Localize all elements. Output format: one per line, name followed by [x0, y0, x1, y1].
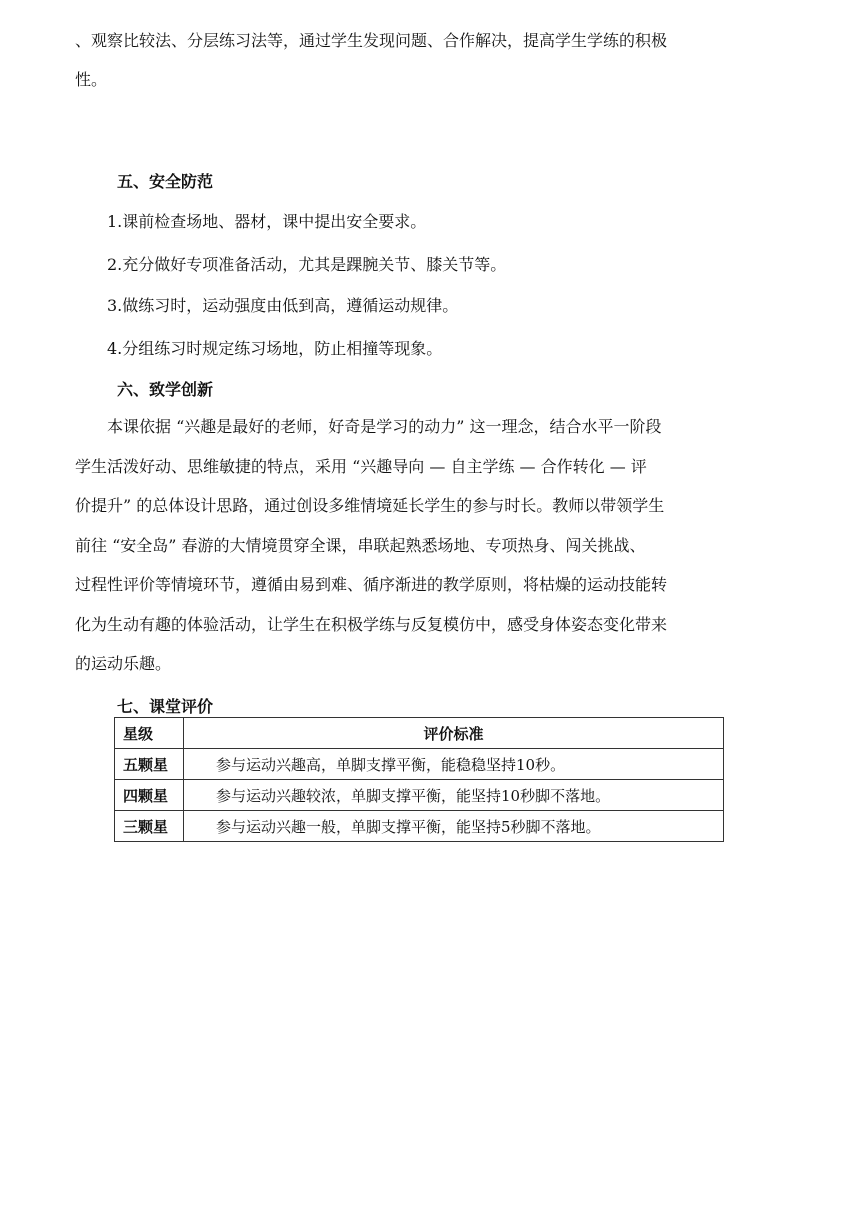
row-criteria: 参与运动兴趣较浓，单脚支撑平衡，能坚持10秒脚不落地。	[184, 780, 724, 811]
safety-item-1: 1.课前检查场地、器材，课中提出安全要求。	[107, 212, 427, 231]
innovation-line-7: 的运动乐趣。	[75, 654, 172, 673]
section6-heading: 六、致学创新	[117, 380, 214, 399]
table-row	[115, 749, 724, 780]
innovation-line-1: 本课依据 “兴趣是最好的老师，好奇是学习的动力” 这一理念，结合水平一阶段	[107, 417, 662, 436]
row-star: 四颗星	[115, 780, 184, 811]
innovation-line-2: 学生活泼好动、思维敏捷的特点，采用 “兴趣导向 — 自主学练 — 合作转化 — 评	[75, 456, 647, 476]
table-header-row	[115, 718, 724, 749]
row-criteria: 参与运动兴趣一般，单脚支撑平衡，能坚持5秒脚不落地。	[184, 811, 724, 842]
innovation-line-5: 过程性评价等情境环节，遵循由易到难、循序渐进的教学原则，将枯燥的运动技能转	[75, 575, 668, 594]
innovation-paragraph	[75, 407, 723, 684]
evaluation-table	[114, 717, 724, 842]
safety-item-4: 4.分组练习时规定练习场地，防止相撞等现象。	[107, 339, 443, 358]
innovation-line-3: 价提升” 的总体设计思路，通过创设多维情境延长学生的参与时长。教师以带领学生	[75, 496, 665, 515]
safety-item-3: 3.做练习时，运动强度由低到高，遵循运动规律。	[107, 296, 459, 315]
table-row	[115, 811, 724, 842]
intro-line-1: 、观察比较法、分层练习法等，通过学生发现问题、合作解决，提高学生学练的积极	[75, 31, 668, 50]
row-criteria: 参与运动兴趣高，单脚支撑平衡，能稳稳坚持10秒。	[184, 749, 724, 780]
safety-item-2: 2.充分做好专项准备活动，尤其是踝腕关节、膝关节等。	[107, 255, 507, 274]
intro-line-2: 性。	[75, 70, 108, 89]
header-star: 星级	[115, 718, 184, 749]
table-row	[115, 780, 724, 811]
header-criteria: 评价标准	[184, 718, 724, 749]
innovation-line-4: 前往 “安全岛” 春游的大情境贯穿全课，串联起熟悉场地、专项热身、闯关挑战、	[75, 535, 646, 555]
section5-heading: 五、安全防范	[117, 172, 214, 191]
row-star: 五颗星	[115, 749, 184, 780]
row-star: 三颗星	[115, 811, 184, 842]
section7-heading: 七、课堂评价	[117, 697, 214, 716]
innovation-line-6: 化为生动有趣的体验活动，让学生在积极学练与反复模仿中，感受身体姿态变化带来	[75, 614, 668, 634]
